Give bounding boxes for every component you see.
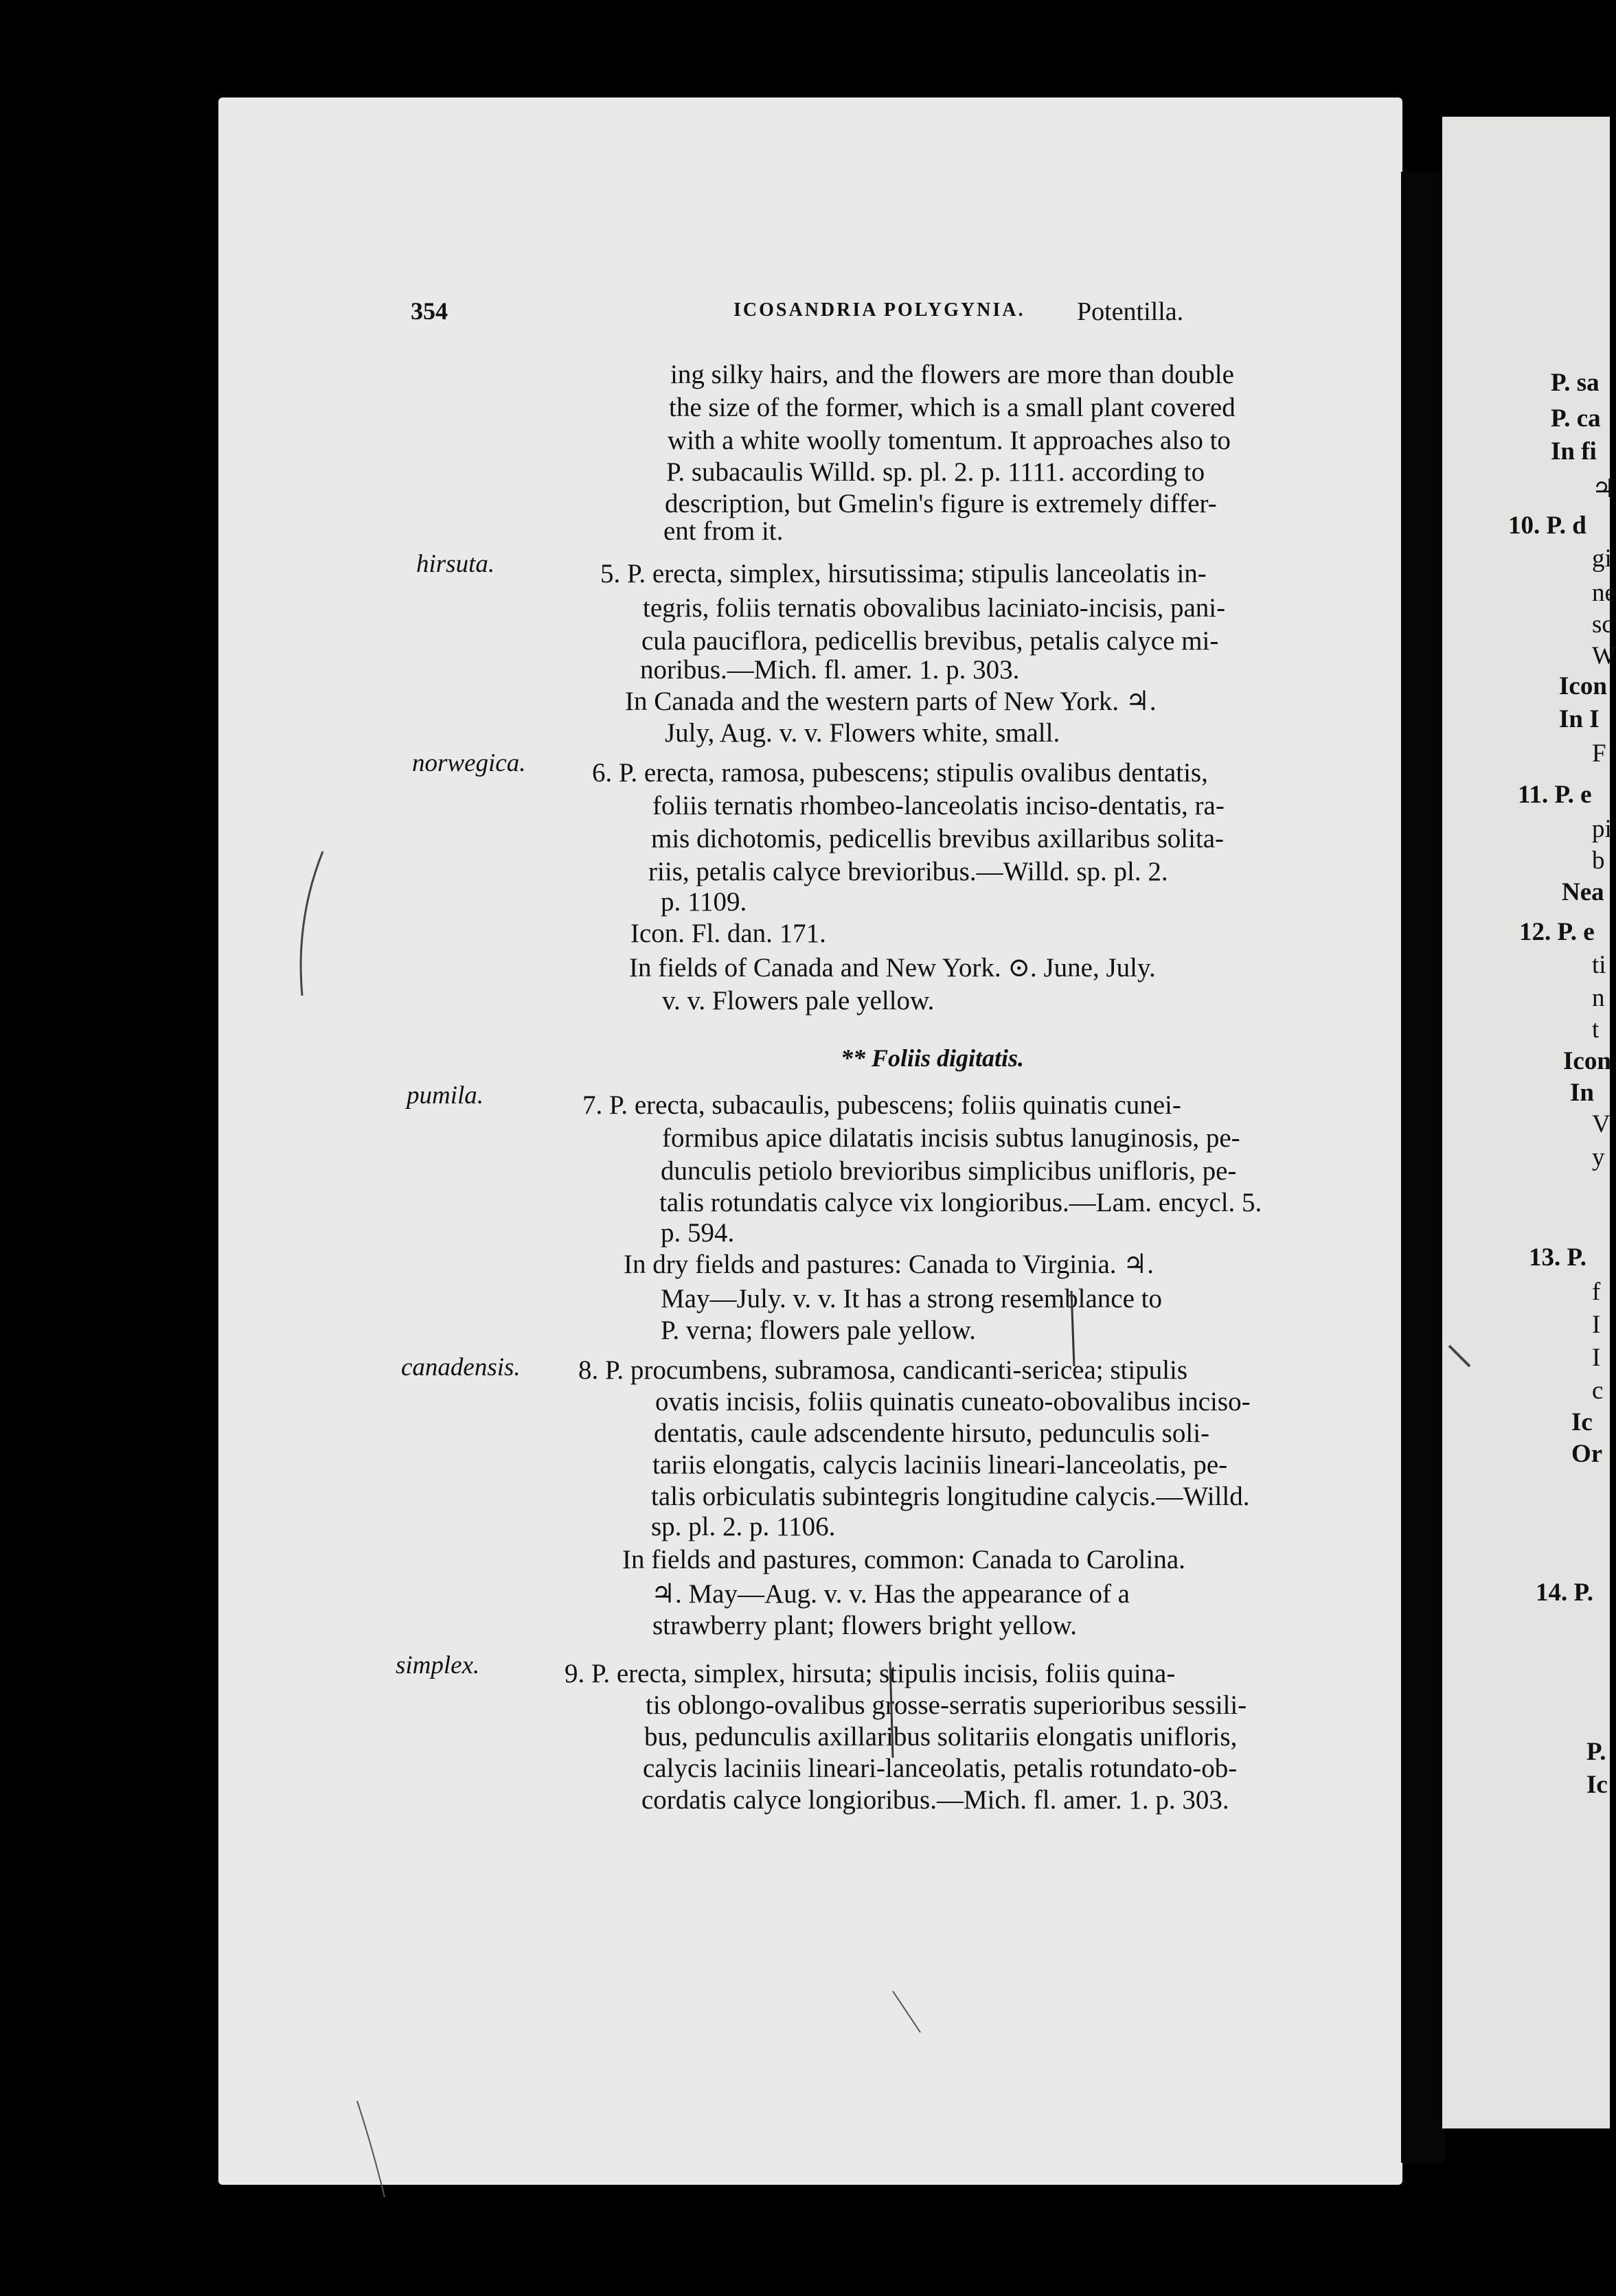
right-page-fragment: I <box>1592 1344 1601 1372</box>
text-line: Icon. Fl. dan. 171. <box>630 919 826 948</box>
text-line: cula pauciflora, pedicellis brevibus, petalis calyce mi- <box>641 626 1219 656</box>
text-line: 9. P. erecta, simplex, hirsuta; stipulis incisis, foliis quina- <box>565 1659 1176 1688</box>
text-line: 7. P. erecta, subacaulis, pubescens; foliis quinatis cunei- <box>582 1090 1181 1120</box>
text-line: with a white woolly tomentum. It approaches also to <box>668 426 1231 455</box>
pencil-mark <box>1449 1346 1470 1366</box>
text-line: 8. P. procumbens, subramosa, candicanti-sericea; stipulis <box>578 1355 1188 1385</box>
right-page-fragment: 12. P. e <box>1519 918 1595 946</box>
right-page-fragment: Icon <box>1559 672 1607 700</box>
text-line: dunculis petiolo brevioribus simplicibus unifloris, pe- <box>661 1156 1237 1186</box>
right-page-fragment: P. ca <box>1551 404 1601 433</box>
right-page-fragment: P. <box>1586 1738 1606 1766</box>
pencil-mark <box>301 851 323 996</box>
text-line: p. 1109. <box>661 887 747 917</box>
text-line: cordatis calyce longioribus.—Mich. fl. amer. 1. p. 303. <box>641 1785 1229 1815</box>
right-page-fragment: In I <box>1559 705 1600 733</box>
right-page-fragment: ti <box>1592 951 1606 979</box>
right-page-fragment: gi <box>1592 544 1612 573</box>
text-line: P. subacaulis Willd. sp. pl. 2. p. 1111. according to <box>666 457 1205 487</box>
right-page-fragment: Nea <box>1562 878 1604 906</box>
text-line: noribus.—Mich. fl. amer. 1. p. 303. <box>640 655 1020 685</box>
page-number: 354 <box>411 297 448 325</box>
text-line: calycis laciniis lineari-lanceolatis, petalis rotundato-ob- <box>643 1754 1238 1783</box>
right-page-fragment: ne <box>1592 579 1616 607</box>
text-line: talis rotundatis calyce vix longioribus.—Lam. encycl. 5. <box>659 1188 1262 1217</box>
pencil-mark <box>893 1991 920 2032</box>
text-line: 6. P. erecta, ramosa, pubescens; stipulis ovalibus dentatis, <box>592 758 1208 788</box>
right-page-fragment: 10. P. d <box>1508 512 1586 540</box>
text-line: ent from it. <box>663 516 784 546</box>
text-line: tis oblongo-ovalibus grosse-serratis superioribus sessili- <box>646 1690 1247 1720</box>
text-line: dentatis, caule adscendente hirsuto, pedunculis soli- <box>654 1419 1210 1448</box>
text-line: description, but Gmelin's figure is extremely differ- <box>665 489 1217 518</box>
right-page-fragment: n <box>1592 984 1605 1012</box>
text-line: P. verna; flowers pale yellow. <box>661 1316 976 1345</box>
pencil-mark <box>1071 1291 1074 1366</box>
text-line: sp. pl. 2. p. 1106. <box>651 1512 836 1541</box>
text-line: May—July. v. v. It has a strong resemblance to <box>661 1284 1162 1313</box>
text-line: ovatis incisis, foliis quinatis cuneato-obovalibus inciso- <box>655 1387 1251 1416</box>
text-line: tegris, foliis ternatis obovalibus laciniato-incisis, pani- <box>643 593 1226 623</box>
right-page-fragment: ♃ <box>1592 475 1615 503</box>
pencil-mark <box>890 1662 893 1758</box>
right-page-fragment: 14. P. <box>1536 1578 1593 1607</box>
text-line: In Canada and the western parts of New York. ♃. <box>625 687 1157 716</box>
margin-label-canadensis: canadensis. <box>401 1353 521 1381</box>
right-page-fragment: b <box>1592 847 1605 875</box>
right-page-fragment: I <box>1592 1311 1601 1339</box>
right-page-fragment: y <box>1592 1143 1605 1171</box>
text-line: v. v. Flowers pale yellow. <box>662 986 935 1015</box>
text-line: mis dichotomis, pedicellis brevibus axillaribus solita- <box>651 824 1225 853</box>
right-page-fragment: pi <box>1592 815 1612 843</box>
text-line: strawberry plant; flowers bright yellow. <box>652 1611 1078 1640</box>
margin-label-hirsuta: hirsuta. <box>416 550 495 578</box>
section-subheading: ** Foliis digitatis. <box>841 1044 1025 1072</box>
margin-label-simplex: simplex. <box>396 1651 480 1679</box>
right-page-fragment: Ic <box>1571 1408 1593 1436</box>
right-page-fragment: f <box>1592 1278 1601 1306</box>
right-page-fragment: In <box>1570 1079 1594 1107</box>
text-line: foliis ternatis rhombeo-lanceolatis inciso-dentatis, ra- <box>652 791 1225 820</box>
right-page-fragment: Or <box>1571 1440 1603 1468</box>
text-line: In dry fields and pastures: Canada to Virginia. ♃. <box>624 1250 1154 1279</box>
genus-heading: Potentilla. <box>1077 297 1184 326</box>
right-page-fragment: t <box>1592 1015 1600 1044</box>
text-line: ing silky hairs, and the flowers are more than double <box>670 360 1234 389</box>
right-page-fragment: 13. P. <box>1529 1243 1586 1272</box>
right-page-fragment: Ic <box>1586 1771 1608 1799</box>
pencil-mark <box>357 2101 385 2197</box>
right-page-fragment: P. sa <box>1551 369 1600 397</box>
right-page-fragment: sc <box>1592 610 1613 639</box>
right-page-fragment: In fi <box>1551 437 1597 466</box>
right-page-fragment: F <box>1592 739 1606 768</box>
text-line: the size of the former, which is a small plant covered <box>669 393 1236 422</box>
margin-label-pumila: pumila. <box>407 1081 484 1110</box>
right-page-fragment: c <box>1592 1377 1604 1405</box>
right-page-fragment: V <box>1592 1110 1611 1138</box>
text-line: In fields of Canada and New York. ⊙. June, July. <box>629 953 1156 983</box>
text-line: July, Aug. v. v. Flowers white, small. <box>665 718 1060 748</box>
text-line: p. 594. <box>661 1218 735 1248</box>
text-line: ♃. May—Aug. v. v. Has the appearance of a <box>651 1579 1130 1609</box>
text-line: talis orbiculatis subintegris longitudine calycis.—Willd. <box>651 1482 1250 1511</box>
text-line: In fields and pastures, common: Canada to Carolina. <box>622 1545 1185 1574</box>
text-line: riis, petalis calyce brevioribus.—Willd. sp. pl. 2. <box>648 857 1168 886</box>
text-line: tariis elongatis, calycis laciniis lineari-lanceolatis, pe- <box>652 1450 1228 1480</box>
running-head: ICOSANDRIA POLYGYNIA. <box>733 299 1025 321</box>
right-page-fragment: 11. P. e <box>1518 781 1592 809</box>
margin-label-norwegica: norwegica. <box>412 749 526 777</box>
text-line: 5. P. erecta, simplex, hirsutissima; stipulis lanceolatis in- <box>600 559 1207 588</box>
right-page-fragment: Icon <box>1563 1047 1611 1075</box>
text-line: formibus apice dilatatis incisis subtus lanuginosis, pe- <box>662 1123 1240 1153</box>
right-page-fragment: W <box>1592 642 1616 670</box>
text-line: bus, pedunculis axillaribus solitariis elongatis unifloris, <box>644 1722 1238 1752</box>
